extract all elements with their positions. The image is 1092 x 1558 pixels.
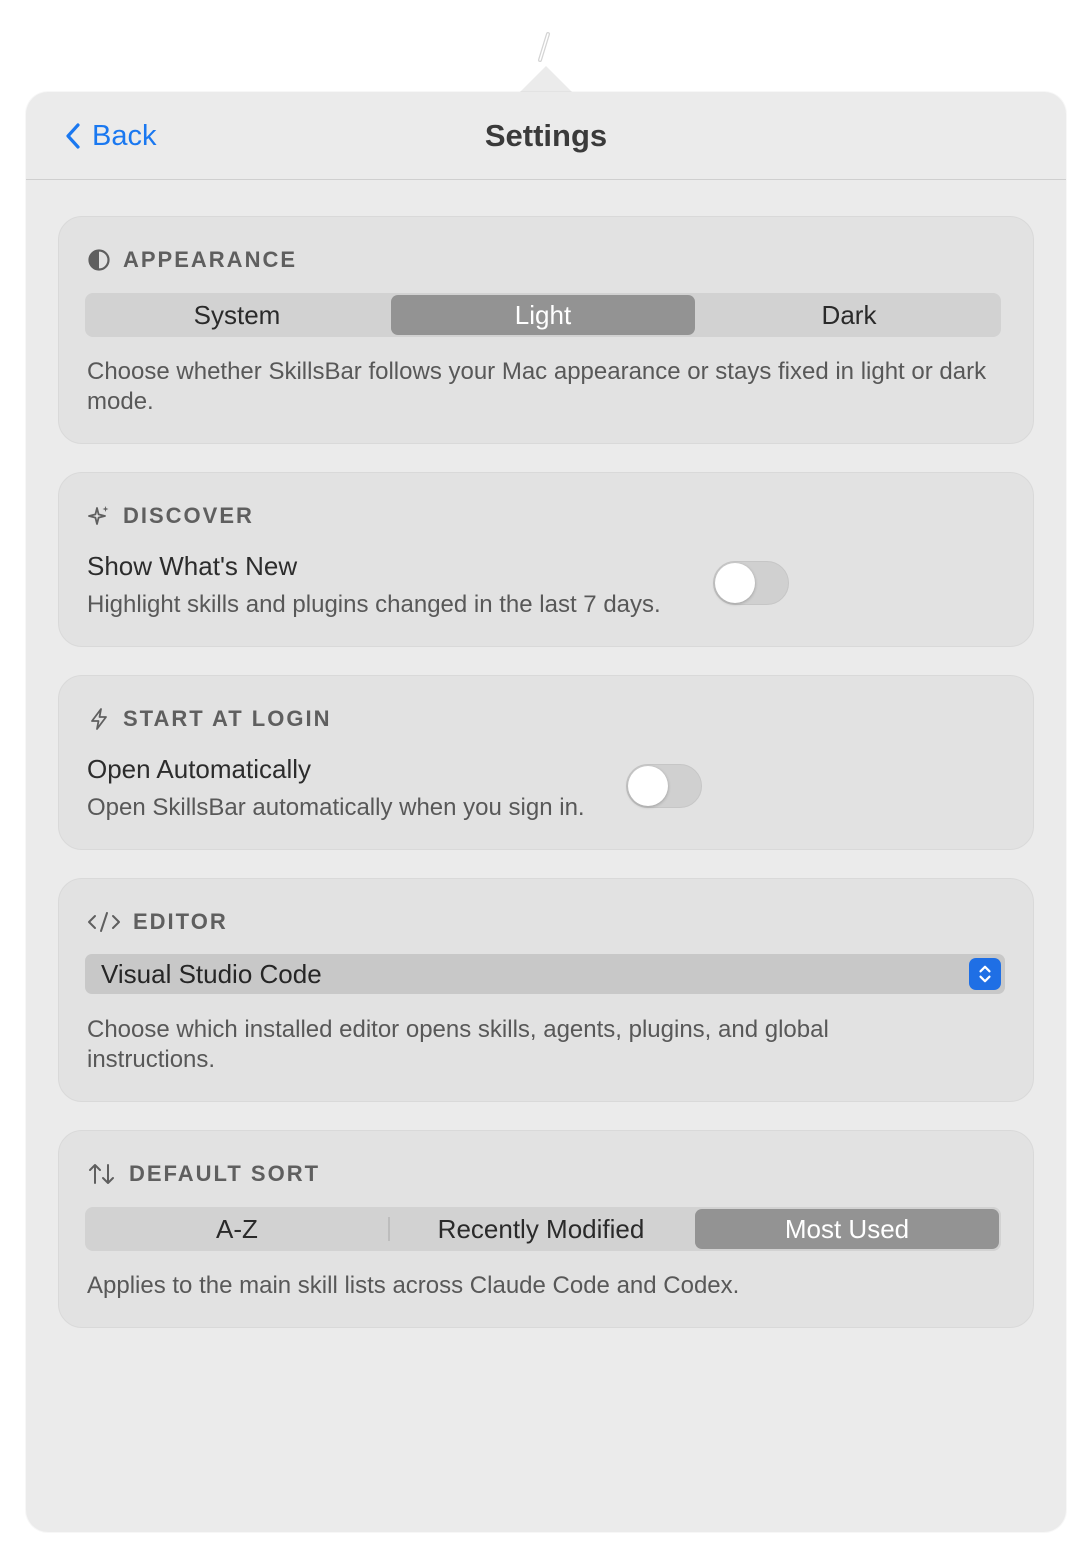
open-automatically-toggle[interactable] <box>626 764 702 808</box>
code-icon <box>87 910 121 934</box>
discover-description: Highlight skills and plugins changed in the last 7 days. <box>87 591 661 618</box>
option-label: Most Used <box>784 1213 910 1244</box>
sparkle-icon <box>87 504 111 528</box>
editor-heading <box>87 909 228 935</box>
option-label: Dark <box>821 299 877 330</box>
appearance-option-light[interactable] <box>391 295 695 335</box>
appearance-heading-label: APPEARANCE <box>123 247 298 272</box>
start-at-login-heading <box>87 706 331 732</box>
appearance-card <box>58 216 1034 444</box>
editor-select-value: Visual Studio Code <box>101 958 322 989</box>
sort-option-most-used[interactable] <box>695 1209 999 1249</box>
appearance-segmented-control <box>85 293 1001 337</box>
editor-description: Choose which installed editor opens skills, agents, plugins, and global instructions. <box>87 1016 829 1073</box>
page-title: Settings <box>484 118 608 153</box>
editor-select[interactable] <box>85 954 1005 994</box>
start-at-login-card <box>58 675 1034 850</box>
back-label: Back <box>92 119 157 152</box>
default-sort-segmented-control <box>85 1207 1001 1251</box>
option-label: Recently Modified <box>437 1213 645 1244</box>
discover-title: Show What's New <box>87 551 298 581</box>
discover-card <box>58 472 1034 647</box>
discover-heading <box>87 503 254 529</box>
default-sort-heading <box>87 1161 320 1187</box>
default-sort-description: Applies to the main skill lists across Claude Code and Codex. <box>87 1272 740 1299</box>
toggle-knob <box>628 766 668 806</box>
cursor-stem-icon <box>536 32 552 62</box>
option-label: A-Z <box>216 1213 258 1244</box>
appearance-option-dark[interactable] <box>697 293 1001 337</box>
appearance-description: Choose whether SkillsBar follows your Mac appearance or stays fixed in light or dark mode. <box>87 358 987 415</box>
option-label: System <box>193 299 281 330</box>
discover-heading-label: DISCOVER <box>123 503 254 528</box>
default-sort-heading-label: DEFAULT SORT <box>129 1161 321 1186</box>
appearance-option-system[interactable] <box>85 293 389 337</box>
header <box>26 92 1066 180</box>
start-at-login-heading-label: START AT LOGIN <box>123 706 332 731</box>
sort-option-a-z[interactable] <box>85 1207 389 1251</box>
editor-card <box>58 878 1034 1102</box>
sort-arrows-icon <box>87 1162 117 1186</box>
start-at-login-title: Open Automatically <box>87 754 312 784</box>
appearance-heading <box>87 247 297 273</box>
start-at-login-description: Open SkillsBar automatically when you sign in. <box>87 794 585 821</box>
bolt-icon <box>87 707 111 731</box>
editor-heading-label: EDITOR <box>133 909 228 934</box>
option-label: Light <box>514 299 572 330</box>
updown-chevron-icon <box>969 958 1001 990</box>
segment-divider <box>388 1217 390 1241</box>
default-sort-card <box>58 1130 1034 1328</box>
half-circle-icon <box>87 248 111 272</box>
sort-option-recently-modified[interactable] <box>389 1207 693 1251</box>
toggle-knob <box>715 563 755 603</box>
settings-panel <box>26 92 1066 1532</box>
popover-arrow <box>518 66 574 94</box>
show-whats-new-toggle[interactable] <box>713 561 789 605</box>
